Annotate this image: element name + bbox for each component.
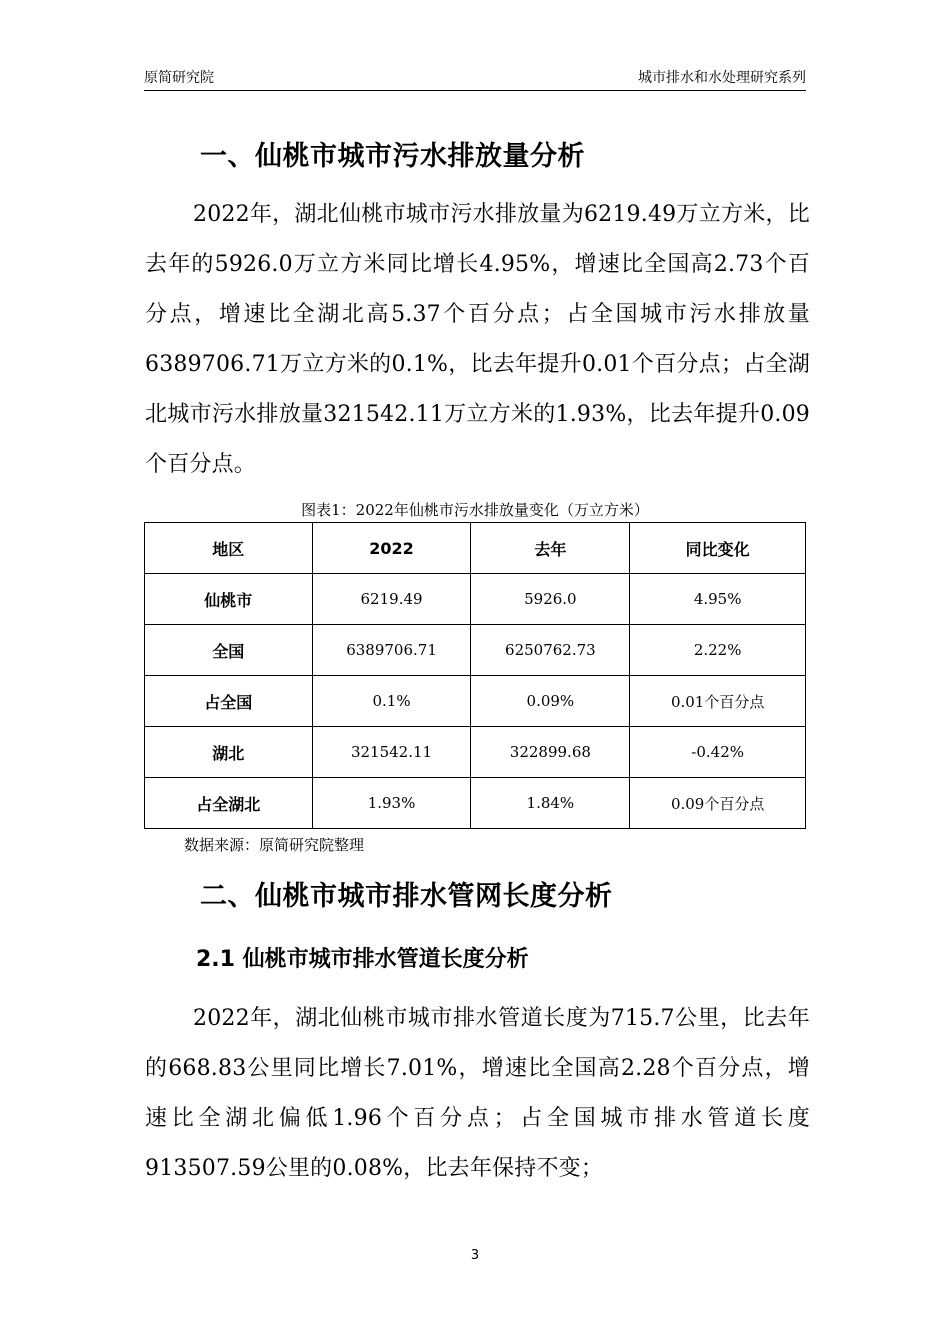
table-row-label: 全国 (145, 625, 313, 676)
table-cell: 321542.11 (312, 727, 471, 778)
header-org-name: 原简研究院 (144, 70, 214, 86)
table-row (145, 778, 806, 829)
section2-subheading: 2.1 仙桃市城市排水管道长度分析 (196, 947, 529, 972)
table-caption: 图表1：2022年仙桃市污水排放量变化（万立方米） (301, 501, 649, 519)
table-cell: 0.1% (312, 676, 471, 727)
table-header-cell: 同比变化 (630, 523, 806, 574)
table-header-cell: 地区 (145, 523, 313, 574)
table-row (145, 625, 806, 676)
table-row-label: 湖北 (145, 727, 313, 778)
table-row-label: 占全湖北 (145, 778, 313, 829)
page-header (144, 66, 806, 91)
table-row (145, 676, 806, 727)
table-cell: 6389706.71 (312, 625, 471, 676)
table-cell: 322899.68 (471, 727, 630, 778)
table-source-note: 数据来源：原简研究院整理 (184, 836, 365, 854)
table-cell: 6219.49 (312, 574, 471, 625)
table-cell: 6250762.73 (471, 625, 630, 676)
sewage-discharge-table (144, 522, 806, 829)
table-cell: -0.42% (630, 727, 806, 778)
table-cell: 5926.0 (471, 574, 630, 625)
section2-paragraph: 2022年，湖北仙桃市城市排水管道长度为715.7公里，比去年的668.83公里同比增长7.01%，增速比全国高2.28个百分点，增速比全湖北偏低1.96个百分点；占全国城市排水管道长度913507.59公里的0.08%，比去年保持不变； (145, 1006, 810, 1181)
table-cell: 0.09个百分点 (630, 778, 806, 829)
table-cell: 1.93% (312, 778, 471, 829)
table-header-row (145, 523, 806, 574)
table-cell: 0.01个百分点 (630, 676, 806, 727)
table-cell: 0.09% (471, 676, 630, 727)
header-series-title: 城市排水和水处理研究系列 (638, 70, 806, 86)
page-number: 3 (470, 1248, 480, 1263)
table-cell: 1.84% (471, 778, 630, 829)
table-header-cell: 去年 (471, 523, 630, 574)
table-cell: 4.95% (630, 574, 806, 625)
table-header-cell: 2022 (312, 523, 471, 574)
section1-heading: 一、仙桃市城市污水排放量分析 (200, 141, 585, 172)
section2-heading: 二、仙桃市城市排水管网长度分析 (200, 881, 613, 912)
table-row-label: 占全国 (145, 676, 313, 727)
table-row-label: 仙桃市 (145, 574, 313, 625)
table-row (145, 727, 806, 778)
table-row (145, 574, 806, 625)
section1-paragraph: 2022年，湖北仙桃市城市污水排放量为6219.49万立方米，比去年的5926.0万立方米同比增长4.95%，增速比全国高2.73个百分点，增速比全湖北高5.37个百分点；占全国城市污水排放量6389706.71万立方米的0.1%，比去年提升0.01个百分点；占全湖北城市污水排放量321542.11万立方米的1.93%，比去年提升0.09个百分点。 (145, 202, 810, 477)
table-cell: 2.22% (630, 625, 806, 676)
